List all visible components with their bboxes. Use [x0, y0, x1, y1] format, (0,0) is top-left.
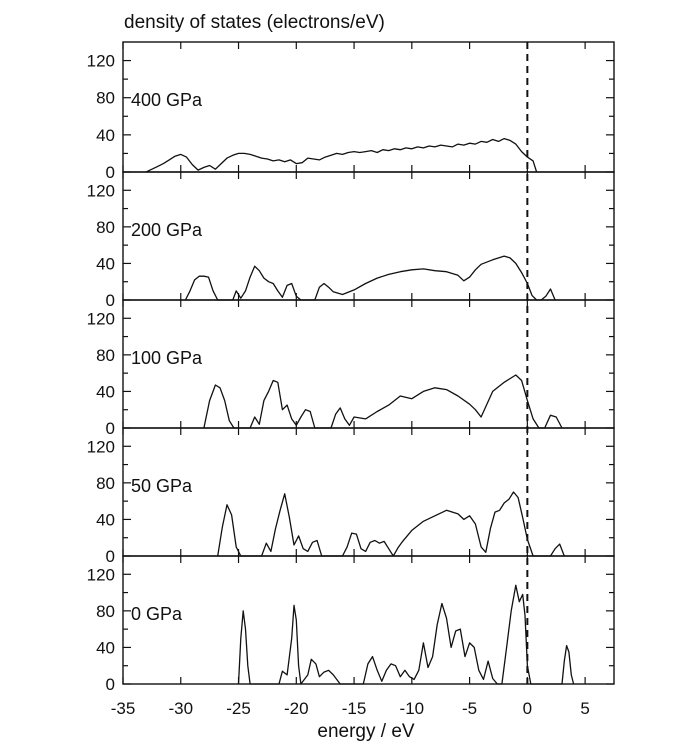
y-tick-label: 80 [96, 601, 115, 621]
y-tick-label: 0 [105, 419, 115, 438]
dos-panel-0 [87, 42, 614, 182]
y-axis-title: density of states (electrons/eV) [124, 12, 385, 33]
y-tick-label: 120 [86, 51, 115, 71]
y-tick-label: 120 [86, 565, 115, 585]
x-tick-label: -20 [284, 699, 309, 718]
dos-panel-2 [87, 300, 614, 438]
y-tick-label: 0 [105, 163, 115, 182]
y-tick-label: 120 [86, 181, 115, 201]
x-tick-label: 0 [522, 699, 533, 718]
y-tick-label: 0 [105, 675, 115, 694]
panel-frame [123, 556, 614, 684]
y-tick-label: 0 [105, 547, 115, 566]
y-tick-label: 40 [96, 125, 115, 145]
y-tick-label: 40 [96, 510, 115, 530]
pressure-label: 0 GPa [131, 604, 183, 624]
y-tick-label: 120 [86, 309, 115, 329]
pressure-label: 100 GPa [131, 348, 203, 368]
x-tick-label: -25 [226, 699, 251, 718]
dos-curve-0 [146, 139, 536, 172]
dos-curve-1 [185, 256, 555, 300]
y-tick-label: 40 [96, 638, 115, 658]
y-tick-label: 120 [86, 437, 115, 457]
x-tick-label: -35 [110, 699, 136, 718]
dos-panel-4 [87, 556, 614, 694]
y-tick-label: 40 [96, 382, 115, 402]
y-tick-label: 80 [96, 88, 115, 108]
panel-stack [87, 42, 614, 694]
pressure-label: 50 GPa [131, 476, 193, 496]
dos-panel-3 [87, 428, 614, 566]
dos-curve-2 [204, 375, 562, 428]
y-tick-label: 80 [96, 217, 115, 237]
y-tick-label: 0 [105, 291, 115, 310]
dos-panel-1 [87, 172, 614, 310]
x-axis-title: energy / eV [317, 721, 415, 742]
x-tick-label: 5 [580, 699, 590, 718]
panel-frame [123, 428, 614, 556]
dos-curve-3 [218, 492, 565, 556]
pressure-label: 400 GPa [131, 90, 203, 110]
y-tick-label: 80 [96, 473, 115, 493]
x-tick-label: -10 [399, 699, 425, 718]
x-tick-label: -15 [341, 699, 367, 718]
pressure-label: 200 GPa [131, 220, 203, 240]
y-tick-label: 40 [96, 254, 115, 274]
x-tick-label: -5 [462, 699, 478, 718]
dos-curve-4 [239, 585, 574, 684]
y-tick-label: 80 [96, 345, 115, 365]
x-tick-label: -30 [168, 699, 194, 718]
x-axis [111, 699, 590, 718]
